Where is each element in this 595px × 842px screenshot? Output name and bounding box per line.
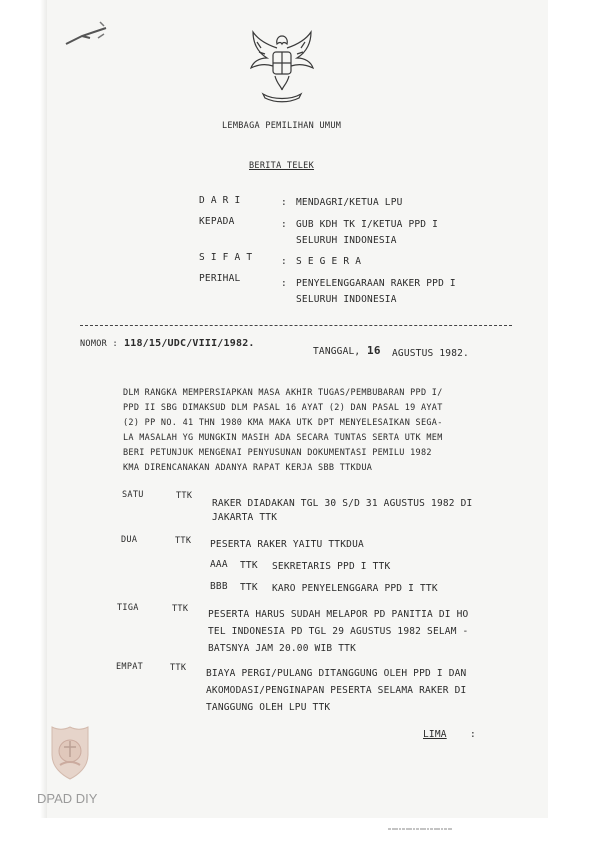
item-ttk-tiga: TTK: [172, 604, 189, 614]
item-ttk-satu: TTK: [176, 491, 193, 501]
meta-value-from: MENDAGRI/KETUA LPU: [296, 197, 403, 208]
item-label-dua: DUA: [121, 535, 138, 545]
intro-line: PPD II SBG DIMAKSUD DLM PASAL 16 AYAT (2) DAN PASAL 19 AYAT: [123, 403, 443, 413]
intro-line: (2) PP NO. 41 THN 1980 KMA MAKA UTK DPT MENYELESAIKAN SEGA-: [123, 418, 443, 428]
continuation-label: LIMA: [423, 729, 447, 740]
item-label-satu: SATU: [122, 490, 144, 500]
item-text-satu-line2: JAKARTA TTK: [212, 512, 278, 523]
item-label-tiga: TIGA: [117, 603, 139, 613]
intro-line: KMA DIRENCANAKAN ADANYA RAPAT KERJA SBB TTKDUA: [123, 463, 373, 473]
meta-sep-nature: :: [281, 256, 287, 267]
item-text-empat-line3: TANGGUNG OLEH LPU TTK: [206, 702, 331, 713]
institution-name: LEMBAGA PEMILIHAN UMUM: [222, 121, 342, 131]
meta-key-to: KEPADA: [199, 216, 235, 227]
sub-item-label-bbb: BBB: [210, 581, 228, 592]
number-value: 118/15/UDC/VIII/1982.: [124, 338, 255, 349]
archive-watermark: DPAD DIY: [37, 791, 98, 806]
meta-value-nature: S E G E R A: [296, 256, 362, 267]
meta-key-nature: S I F A T: [199, 252, 253, 263]
meta-sep-to: :: [281, 219, 287, 230]
intro-line: DLM RANGKA MEMPERSIAPKAN MASA AKHIR TUGAS/PEMBUBARAN PPD I/: [123, 388, 443, 398]
date-month-year: AGUSTUS 1982.: [392, 348, 469, 359]
meta-value-to-line1: GUB KDH TK I/KETUA PPD I: [296, 219, 439, 230]
meta-key-subject: PERIHAL: [199, 273, 241, 284]
meta-key-from: D A R I: [199, 195, 241, 206]
item-ttk-dua: TTK: [175, 536, 192, 546]
number-label: NOMOR :: [80, 339, 118, 349]
pen-mark: [60, 18, 112, 50]
sub-item-ttk-bbb: TTK: [240, 582, 258, 593]
dashed-divider: [80, 325, 512, 326]
sub-item-ttk-aaa: TTK: [240, 560, 258, 571]
item-text-tiga-line3: BATSNYA JAM 20.00 WIB TTK: [208, 643, 356, 654]
item-text-tiga-line2: TEL INDONESIA PD TGL 29 AGUSTUS 1982 SELAM -: [208, 626, 469, 637]
garuda-emblem: [245, 28, 319, 108]
date-label: TANGGAL,: [313, 346, 361, 357]
intro-line: LA MASALAH YG MUNGKIN MASIH ADA SECARA TUNTAS SERTA UTK MEM: [123, 433, 443, 443]
date-day: 16: [367, 344, 381, 357]
meta-value-subject-line2: SELURUH INDONESIA: [296, 294, 397, 305]
sub-item-label-aaa: AAA: [210, 559, 228, 570]
item-text-empat-line1: BIAYA PERGI/PULANG DITANGGUNG OLEH PPD I DAN: [206, 668, 467, 679]
archive-seal-logo: [48, 725, 92, 781]
sub-item-text-aaa: SEKRETARIS PPD I TTK: [272, 561, 391, 572]
item-text-satu-line1: RAKER DIADAKAN TGL 30 S/D 31 AGUSTUS 1982 DI: [212, 498, 473, 509]
meta-sep-subject: :: [281, 278, 287, 289]
item-ttk-empat: TTK: [170, 663, 187, 673]
item-text-dua: PESERTA RAKER YAITU TTKDUA: [210, 539, 364, 550]
continuation-sep: :: [470, 729, 476, 740]
intro-line: BERI PETUNJUK MENGENAI PENYUSUNAN DOKUMENTASI PEMILU 1982: [123, 448, 432, 458]
sub-item-text-bbb: KARO PENYELENGGARA PPD I TTK: [272, 583, 438, 594]
footer-mark: [387, 826, 453, 832]
item-text-empat-line2: AKOMODASI/PENGINAPAN PESERTA SELAMA RAKER DI: [206, 685, 467, 696]
document-type: BERITA TELEK: [249, 161, 315, 171]
item-text-tiga-line1: PESERTA HARUS SUDAH MELAPOR PD PANITIA DI HO: [208, 609, 469, 620]
meta-value-subject-line1: PENYELENGGARAAN RAKER PPD I: [296, 278, 456, 289]
meta-value-to-line2: SELURUH INDONESIA: [296, 235, 397, 246]
meta-sep-from: :: [281, 197, 287, 208]
item-label-empat: EMPAT: [116, 662, 144, 672]
